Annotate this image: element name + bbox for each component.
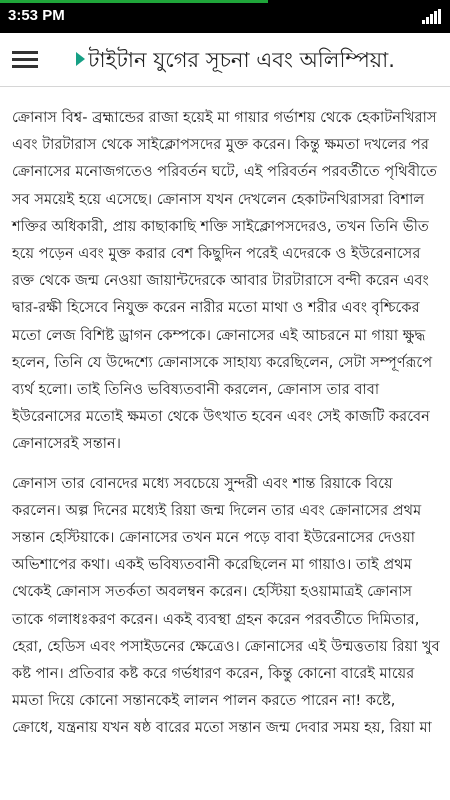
article-content[interactable] — [12, 104, 440, 754]
article-paragraph: ক্রোনাস বিশ্ব- ব্রহ্মান্ডের রাজা হয়েই মা গায়ার গর্ভাশয় থেকে হেকাটনখিরাস এবং টারটারাস থেকে সাইক্লোপসদের মুক্ত করেন। কিন্তু ক্ষমতা দখলের পর ক্রোনাসের মনোজগতেও পরিবর্তন ঘটে, এই পরিবর্তন পরবর্তীতে পৃথিবীতে সব সময়েই হয়ে এসেছে। ক্রোনাস যখন দেখলেন হেকাটনখিরাসরা বিশাল শক্তির অধিকারী, প্রায় কাছাকাছি শক্তি সাইক্লোপসদেরও, তখন তিনি ভীত হয়ে পড়েন এবং মুক্ত করার বেশ কিছুদিন পরেই এদেরকে ও ইউরেনাসের রক্ত থেকে জন্ম নেওয়া জায়ান্টদেরকে আবার টারটারাসে বন্দী করেন এবং দ্বার-রক্ষী হিসেবে নিযুক্ত করেন নারীর মতো মাথা ও শরীর এবং বৃশ্চিকের মতো লেজ বিশিষ্ট ড্রাগন কেম্পকে। ক্রোনাসের এই আচরনে মা গায়া ক্ষুদ্ধ হলেন, তিনি যে উদ্দেশ্যে ক্রোনাসকে সাহায্য করেছিলেন, সেটা সম্পূর্ণরূপে ব্যর্থ হলো। তাই তিনিও ভবিষ্যতবানী করলেন, ক্রোনাস তার বাবা ইউরেনাসের মতোই ক্ষমতা থেকে উৎখাত হবেন এবং সেই কাজটি করবেন ক্রোনাসেরই সন্তান। — [12, 109, 437, 453]
hamburger-menu-icon[interactable] — [12, 47, 38, 73]
signal-bars-icon — [422, 9, 442, 24]
status-bar — [0, 0, 450, 33]
status-time: 3:53 PM — [8, 7, 65, 24]
page-title: টাইটান যুগের সূচনা এবং অলিম্পিয়া. — [88, 48, 395, 72]
app-bar — [0, 33, 450, 87]
article-paragraph: ক্রোনাস তার বোনদের মধ্যে সবচেয়ে সুন্দরী এবং শান্ত রিয়াকে বিয়ে করলেন। অল্প দিনের মধ্যেই রিয়া জন্ম দিলেন তার এবং ক্রোনাসের প্রথম সন্তান হেস্টিয়াকে। ক্রোনাসের তখন মনে পড়ে বাবা ইউরেনাসের দেওয়া অভিশাপের কথা। একই ভবিষ্যতবানী করেছিলেন মা গায়াও। তাই প্রথম থেকেই ক্রোনাস সতর্কতা অবলম্বন করেন। হেস্টিয়া হওয়ামাত্রই ক্রোনাস তাকে গলাধঃকরণ করেন। একই ব্যবস্থা গ্রহন করেন পরবর্তীতে দিমিতার, হেরা, হেডিস এবং পসাইডনের ক্ষেত্রেও। ক্রোনাসের এই উন্মত্ততায় রিয়া খুব কষ্ট পান। প্রতিবার কষ্ট করে গর্ভধারণ করেন, কিন্তু কোনো বারেই মায়ের মমতা দিয়ে কোনো সন্তানকেই লালন পালন করতে পারেন না! কষ্টে, ক্রোধে, যন্ত্রনায় যখন ষষ্ঠ বারের মতো সন্তান জন্ম দেবার সময় হয়, রিয়া মা — [12, 474, 440, 737]
status-accent-line — [0, 0, 268, 3]
play-triangle-icon — [76, 52, 85, 66]
